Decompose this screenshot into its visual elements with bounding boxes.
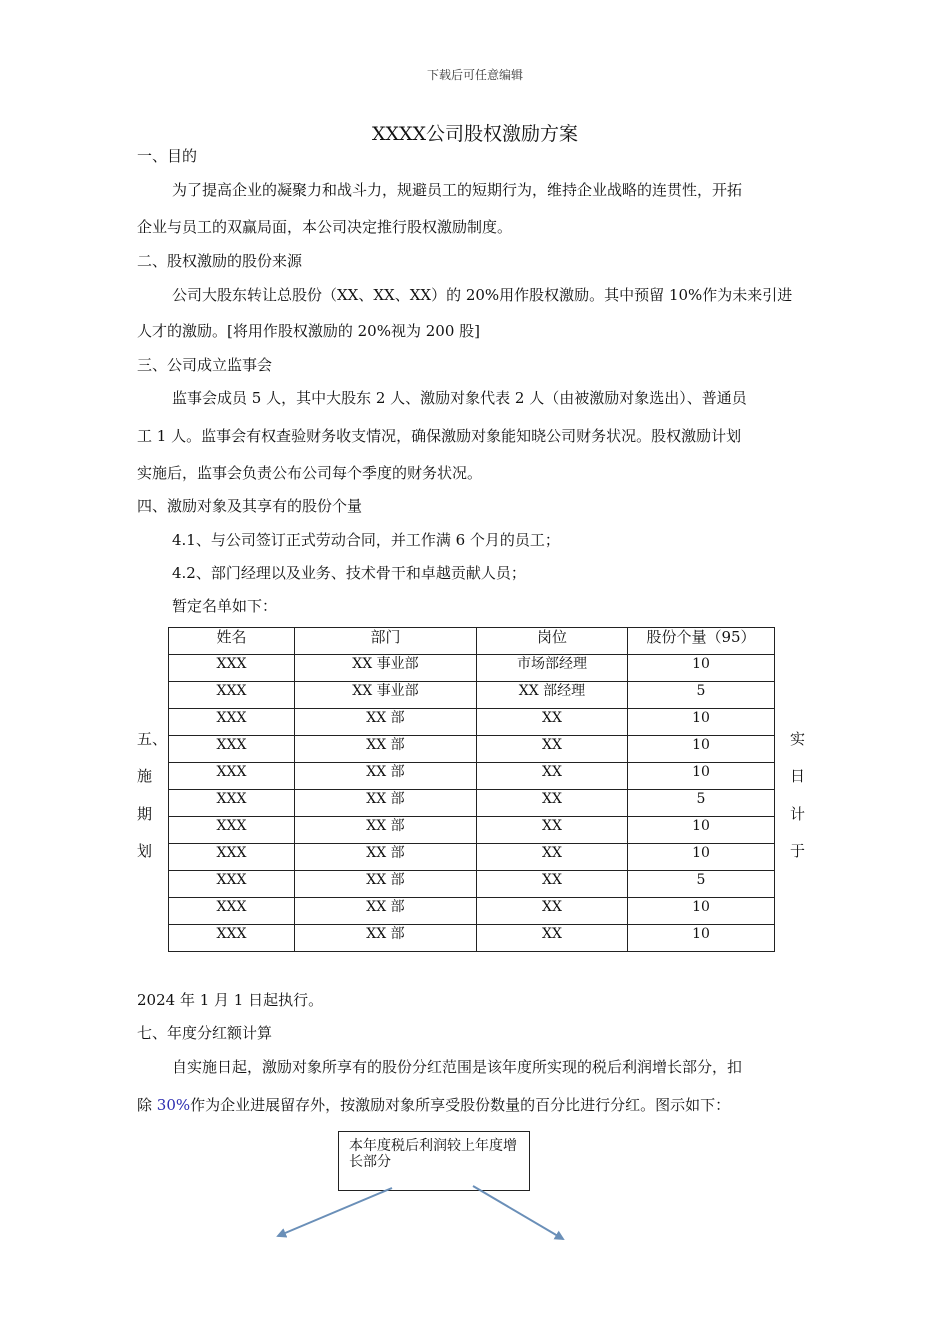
section-2-heading: 二、股权激励的股份来源 xyxy=(137,252,303,270)
section-4-item-1: 4.1、与公司签订正式劳动合同，并工作满 6 个月的员工； xyxy=(172,531,560,549)
cell-name: XXX xyxy=(169,736,295,763)
section-2-paragraph-line-2: 人才的激励。[将用作股权激励的 20%视为 200 股] xyxy=(137,322,480,340)
cell-position: XX xyxy=(477,709,628,736)
profit-growth-box: 本年度税后利润较上年度增长部分 xyxy=(338,1131,530,1191)
cell-position: XX xyxy=(477,790,628,817)
cell-position: XX xyxy=(477,898,628,925)
cell-position: XX xyxy=(477,925,628,952)
arrow-right xyxy=(473,1186,563,1239)
section-3-paragraph-line-1: 监事会成员 5 人，其中大股东 2 人、激励对象代表 2 人（由被激励对象选出）、普通员 xyxy=(172,389,747,407)
section-7-heading: 七、年度分红额计算 xyxy=(137,1024,273,1042)
section-5-right-char-2: 日 xyxy=(790,767,806,785)
roster-intro: 暂定名单如下： xyxy=(172,597,278,615)
cell-shares: 5 xyxy=(628,871,775,898)
cell-department: XX 部 xyxy=(295,871,477,898)
column-header-name: 姓名 xyxy=(169,628,295,655)
cell-shares: 10 xyxy=(628,925,775,952)
section-3-paragraph-line-2: 工 1 人。监事会有权查验财务收支情况，确保激励对象能知晓公司财务状况。股权激励计划 xyxy=(137,427,742,445)
cell-name: XXX xyxy=(169,871,295,898)
cell-position: XX xyxy=(477,817,628,844)
cell-name: XXX xyxy=(169,763,295,790)
section-3-heading: 三、公司成立监事会 xyxy=(137,356,273,374)
cell-department: XX 事业部 xyxy=(295,655,477,682)
cell-name: XXX xyxy=(169,655,295,682)
section-4-item-2: 4.2、部门经理以及业务、技术骨干和卓越贡献人员； xyxy=(172,564,526,582)
section-1-paragraph-line-2: 企业与员工的双赢局面，本公司决定推行股权激励制度。 xyxy=(137,218,513,236)
cell-shares: 10 xyxy=(628,655,775,682)
cell-name: XXX xyxy=(169,682,295,709)
cell-shares: 10 xyxy=(628,709,775,736)
cell-shares: 10 xyxy=(628,763,775,790)
cell-department: XX 部 xyxy=(295,925,477,952)
section-5-effective-date: 2024 年 1 月 1 日起执行。 xyxy=(137,991,324,1009)
cell-department: XX 部 xyxy=(295,817,477,844)
section-1-paragraph-line-1: 为了提高企业的凝聚力和战斗力，规避员工的短期行为，维持企业战略的连贯性，开拓 xyxy=(172,181,743,199)
section-5-left-char-4: 划 xyxy=(137,842,153,860)
cell-name: XXX xyxy=(169,790,295,817)
column-header-position: 岗位 xyxy=(477,628,628,655)
cell-position: XX xyxy=(477,736,628,763)
section-5-left-char-1: 五、 xyxy=(137,730,168,748)
section-2-paragraph-line-1: 公司大股东转让总股份（XX、XX、XX）的 20%用作股权激励。其中预留 10%作为未来引进 xyxy=(172,286,793,304)
section-7-line-2-prefix: 除 xyxy=(137,1096,157,1114)
section-5-left-char-3: 期 xyxy=(137,805,153,823)
cell-department: XX 部 xyxy=(295,736,477,763)
cell-shares: 5 xyxy=(628,790,775,817)
section-3-paragraph-line-3: 实施后，监事会负责公布公司每个季度的财务状况。 xyxy=(137,464,483,482)
cell-shares: 10 xyxy=(628,844,775,871)
document-title: XXXX公司股权激励方案 xyxy=(371,123,579,145)
section-4-heading: 四、激励对象及其享有的股份个量 xyxy=(137,497,363,515)
column-header-department: 部门 xyxy=(295,628,477,655)
column-header-shares: 股份个量（95） xyxy=(628,628,775,655)
cell-position: XX xyxy=(477,763,628,790)
cell-name: XXX xyxy=(169,844,295,871)
cell-department: XX 部 xyxy=(295,898,477,925)
cell-position: 市场部经理 xyxy=(477,655,628,682)
section-1-heading: 一、目的 xyxy=(137,147,198,165)
cell-shares: 5 xyxy=(628,682,775,709)
section-7-paragraph-line-1: 自实施日起，激励对象所享有的股份分红范围是该年度所实现的税后利润增长部分，扣 xyxy=(172,1058,743,1076)
cell-name: XXX xyxy=(169,817,295,844)
cell-shares: 10 xyxy=(628,898,775,925)
cell-position: XX xyxy=(477,844,628,871)
cell-position: XX xyxy=(477,871,628,898)
section-5-right-char-1: 实 xyxy=(790,730,806,748)
cell-position: XX 部经理 xyxy=(477,682,628,709)
section-5-left-char-2: 施 xyxy=(137,767,153,785)
cell-name: XXX xyxy=(169,898,295,925)
cell-name: XXX xyxy=(169,925,295,952)
cell-department: XX 部 xyxy=(295,790,477,817)
section-5-right-char-4: 于 xyxy=(790,842,806,860)
section-7-line-2-suffix: 作为企业进展留存外，按激励对象所享受股份数量的百分比进行分红。图示如下： xyxy=(190,1096,731,1114)
page-header: 下载后可任意编辑 xyxy=(426,68,523,82)
cell-shares: 10 xyxy=(628,736,775,763)
arrow-left xyxy=(278,1188,392,1236)
cell-department: XX 部 xyxy=(295,709,477,736)
cell-department: XX 事业部 xyxy=(295,682,477,709)
cell-department: XX 部 xyxy=(295,763,477,790)
section-5-right-char-3: 计 xyxy=(790,805,806,823)
cell-shares: 10 xyxy=(628,817,775,844)
cell-department: XX 部 xyxy=(295,844,477,871)
cell-name: XXX xyxy=(169,709,295,736)
percentage-link[interactable]: 30% xyxy=(156,1096,191,1114)
